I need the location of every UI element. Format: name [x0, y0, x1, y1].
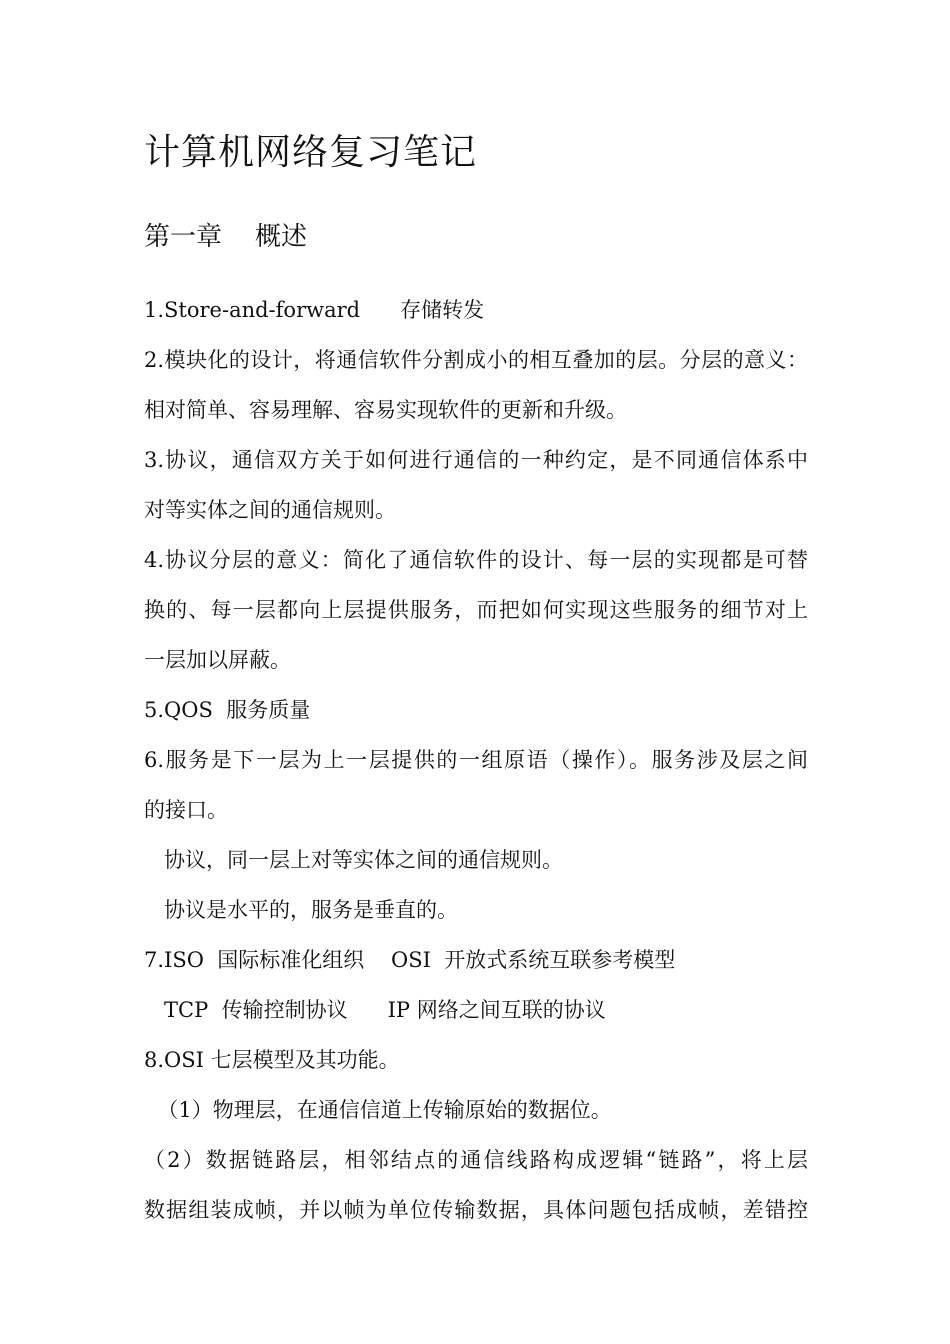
paragraph-line-4: 3.协议，通信双方关于如何进行通信的一种约定，是不同通信体系中: [144, 448, 808, 472]
paragraph-line-9: 5.QOS 服务质量: [144, 698, 311, 722]
paragraph-line-6: 4.协议分层的意义：简化了通信软件的设计、每一层的实现都是可替: [144, 548, 808, 572]
paragraph-line-2: 2.模块化的设计，将通信软件分割成小的相互叠加的层。分层的意义：: [144, 348, 808, 372]
paragraph-line-7: 换的、每一层都向上层提供服务，而把如何实现这些服务的细节对上: [144, 598, 808, 622]
document-body: [144, 285, 808, 1235]
paragraph-line-13: 协议是水平的，服务是垂直的。: [144, 898, 459, 922]
paragraph-line-17: （1）物理层，在通信信道上传输原始的数据位。: [144, 1098, 612, 1122]
paragraph-line-12: 协议，同一层上对等实体之间的通信规则。: [144, 848, 564, 872]
paragraph-line-15: TCP 传输控制协议 IP 网络之间互联的协议: [144, 998, 606, 1022]
paragraph-line-11: 的接口。: [144, 798, 228, 822]
paragraph-line-1: 1.Store-and-forward 存储转发: [144, 298, 485, 322]
document-title: 计算机网络复习笔记: [144, 132, 478, 173]
paragraph-line-18: （2）数据链路层，相邻结点的通信线路构成逻辑“链路”，将上层: [144, 1148, 808, 1172]
paragraph-line-5: 对等实体之间的通信规则。: [144, 498, 396, 522]
paragraph-line-14: 7.ISO 国际标准化组织 OSI 开放式系统互联参考模型: [144, 948, 676, 972]
chapter-heading: 第一章 概述: [144, 222, 308, 252]
paragraph-line-10: 6.服务是下一层为上一层提供的一组原语（操作）。服务涉及层之间: [144, 748, 808, 772]
paragraph-line-16: 8.OSI 七层模型及其功能。: [144, 1048, 400, 1072]
paragraph-line-3: 相对简单、容易理解、容易实现软件的更新和升级。: [144, 398, 627, 422]
paragraph-line-19: 数据组装成帧，并以帧为单位传输数据，具体问题包括成帧，差错控: [144, 1198, 808, 1222]
paragraph-line-8: 一层加以屏蔽。: [144, 648, 291, 672]
